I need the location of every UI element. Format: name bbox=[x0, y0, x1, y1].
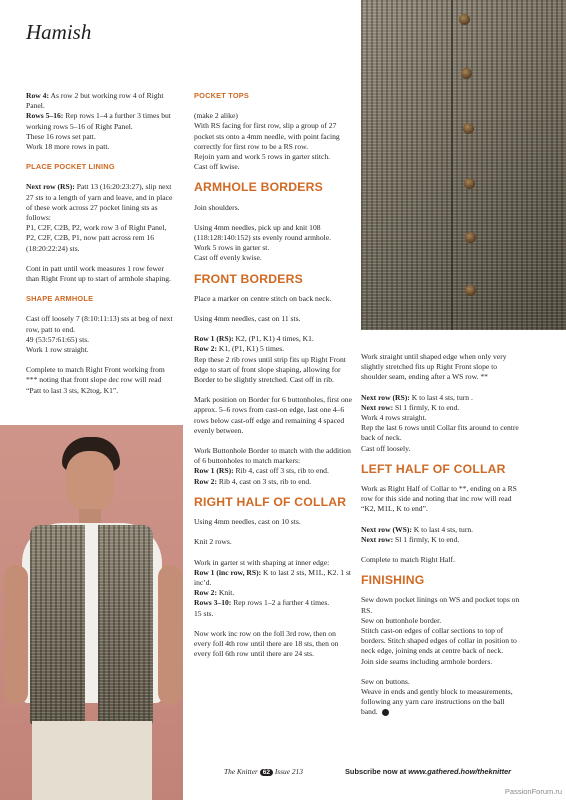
instruction-text: Work straight until shaped edge when only very slightly stretched fits up Right Front slope to shoulder seam, ending after a WS row. ** bbox=[361, 352, 507, 382]
page-number-badge: 62 bbox=[260, 769, 273, 776]
row-label: Row 1 (RS): bbox=[194, 334, 234, 344]
instruction-text: Work 18 more rows in patt. bbox=[26, 142, 110, 152]
section-heading: RIGHT HALF OF COLLAR bbox=[194, 494, 347, 509]
instruction-text: Cast off kwise. bbox=[194, 162, 240, 172]
instruction-text: Sl 1 firmly, K to end. bbox=[393, 402, 460, 412]
instruction-text: Rep rows 1–4 a further 3 times but working rows 5–16 of Right Panel. bbox=[26, 111, 171, 131]
row-label: Rows 3–10: bbox=[194, 598, 232, 608]
instruction-text: P1, C2F, C2B, P2, work row 3 of Right Panel, P2, C2F, C2B, P1, now patt across rem 16 (18:20:22:24) sts. bbox=[26, 223, 167, 253]
instruction-text: Rib 4, cast on 3 sts, rib to end. bbox=[217, 476, 312, 486]
row-label: Row 4: bbox=[26, 91, 49, 100]
instruction-text: Cast off loosely 7 (8:10:11:13) sts at beg of next row, patt to end. bbox=[26, 314, 173, 334]
instruction-text: Using 4mm needles, pick up and knit 108 (118:128:140:152) sts evenly round armhole. bbox=[194, 222, 332, 243]
instruction-text: Work Buttonhole Border to match with the addition of 6 buttonholes to match markers: bbox=[194, 446, 351, 466]
row-label: Row 2: bbox=[194, 588, 217, 598]
footer-subscribe bbox=[345, 767, 511, 776]
instruction-text: These 16 rows set patt. bbox=[26, 131, 96, 141]
row-label: Rows 5–16: bbox=[26, 111, 64, 121]
issue-number: Issue 213 bbox=[274, 767, 303, 776]
instruction-text: Rep these 2 rib rows until strip fits up Right Front edge to start of front slope shaping, allowing for Border to be slightly stretched. Cast off in rib. bbox=[194, 354, 346, 385]
waistcoat-closeup-photo bbox=[361, 0, 566, 330]
instruction-text: Sew down pocket linings on WS and pocket tops on RS. bbox=[361, 595, 520, 615]
instruction-text: With RS facing for first row, slip a group of 27 pocket sts onto a 4mm needle, with point facing correctly for first row to be a RS row. bbox=[194, 121, 340, 151]
instruction-text: Complete to match Right Half. bbox=[361, 555, 455, 565]
section-heading: LEFT HALF OF COLLAR bbox=[361, 461, 506, 476]
page-title: Hamish bbox=[26, 20, 92, 44]
row-label: Next row: bbox=[361, 402, 394, 412]
instruction-text: Join side seams including armhole borders. bbox=[361, 656, 493, 666]
instruction-text: Join shoulders. bbox=[194, 202, 240, 212]
instruction-text: Rep rows 1–2 a further 4 times. bbox=[231, 598, 330, 608]
instruction-text: Knit 2 rows. bbox=[194, 537, 232, 547]
instruction-text: Rep the last 6 rows until Collar fits around to centre back of neck. bbox=[361, 423, 519, 443]
instruction-text: Complete to match Right Front working from *** noting that front slope dec row will read “Patt to last 3 sts, K2tog, K1”. bbox=[26, 365, 165, 395]
section-heading: FRONT BORDERS bbox=[194, 271, 303, 286]
instruction-text: Cast off evenly kwise. bbox=[194, 253, 262, 263]
instruction-text: K1, (P1, K1) 5 times. bbox=[217, 344, 285, 354]
section-subheading: PLACE POCKET LINING bbox=[26, 162, 115, 172]
instruction-text: Cont in patt until work measures 1 row fewer than Right Front up to start of armhole shaping. bbox=[26, 263, 171, 284]
instruction-text: Sew on buttons. bbox=[361, 676, 410, 686]
instruction-text: Sew on buttonhole border. bbox=[361, 615, 442, 625]
section-heading: ARMHOLE BORDERS bbox=[194, 180, 323, 195]
row-label: Next row: bbox=[361, 534, 394, 544]
instruction-text: Using 4mm needles, cast on 10 sts. bbox=[194, 517, 301, 527]
row-label: Row 2: bbox=[194, 476, 217, 486]
instruction-text: Rejoin yarn and work 5 rows in garter stitch. bbox=[194, 152, 331, 162]
subscribe-link[interactable]: www.gathered.how/theknitter bbox=[408, 767, 512, 776]
instruction-text: Work 4 rows straight. bbox=[361, 413, 427, 423]
instruction-text: K2, (P1, K1) 4 times, K1. bbox=[233, 334, 314, 344]
instruction-text: Work 1 row straight. bbox=[26, 345, 89, 355]
instruction-text: Rib 4, cast off 3 sts, rib to end. bbox=[233, 466, 329, 476]
instruction-text: 15 sts. bbox=[194, 608, 214, 618]
watermark: PassionForum.ru bbox=[504, 787, 562, 796]
instruction-text: Work as Right Half of Collar to **, ending on a RS row for this side and noting that inc row will read “K2, M1L, K to end”. bbox=[361, 484, 517, 514]
model-photo bbox=[0, 425, 183, 800]
footer-magazine bbox=[224, 767, 303, 776]
instruction-text: Patt 13 (16:20:23:27), slip next 27 sts to a length of yarn and leave, and in place of these work across 27 pocket lining sts as follows: bbox=[26, 182, 173, 223]
instruction-text: Weave in ends and gently block to measurements, following any yarn care instructions on the ball band. bbox=[361, 687, 513, 717]
section-heading: FINISHING bbox=[361, 573, 425, 588]
instruction-text: As row 2 but working row 4 of Right Panel. bbox=[26, 91, 164, 111]
instruction-text: (make 2 alike) bbox=[194, 111, 238, 121]
end-mark-icon bbox=[382, 709, 389, 716]
instruction-text: K to last 4 sts, turn . bbox=[409, 392, 473, 402]
instruction-text: Cast off loosely. bbox=[361, 443, 411, 453]
text-column-3 bbox=[361, 352, 521, 728]
instruction-text: K to last 4 sts, turn. bbox=[411, 524, 474, 534]
instruction-text: Sl 1 firmly, K to end. bbox=[393, 534, 460, 544]
instruction-text: Place a marker on centre stitch on back neck. bbox=[194, 293, 332, 303]
text-column-2 bbox=[194, 91, 352, 669]
text-column-1 bbox=[26, 91, 177, 406]
magazine-name: The Knitter bbox=[224, 767, 258, 776]
instruction-text: Using 4mm needles, cast on 11 sts. bbox=[194, 314, 301, 324]
instruction-text: K to last 2 sts, M1L, K2. 1 st inc’d. bbox=[194, 567, 352, 587]
instruction-text: Work 5 rows in garter st. bbox=[194, 243, 270, 253]
instruction-text: Mark position on Border for 6 buttonholes, first one approx. 5–6 rows from cast-on edge, last one 4–6 rows below cast-off edge and remaining 4 spaced evenly between. bbox=[194, 395, 352, 435]
instruction-text: Knit. bbox=[217, 588, 235, 598]
row-label: Row 2: bbox=[194, 344, 217, 354]
row-label: Row 1 (RS): bbox=[194, 466, 234, 476]
row-label: Row 1 (inc row, RS): bbox=[194, 567, 262, 577]
section-subheading: POCKET TOPS bbox=[194, 91, 250, 100]
section-subheading: SHAPE ARMHOLE bbox=[26, 294, 94, 304]
row-label: Next row (WS): bbox=[361, 524, 412, 534]
row-label: Next row (RS): bbox=[26, 182, 75, 192]
instruction-text: 49 (53:57:61:65) sts. bbox=[26, 334, 90, 344]
instruction-text: Work in garter st with shaping at inner edge: bbox=[194, 557, 330, 567]
subscribe-label: Subscribe now at bbox=[345, 767, 407, 776]
instruction-text: Now work inc row on the foll 3rd row, then on every foll 4th row until there are 18 sts, then on every foll 6th row until there are 24 sts. bbox=[194, 628, 339, 659]
instruction-text: Stitch cast-on edges of collar sections to top of borders. Stitch shaped edges of collar in position to neck edge, joining ends at centre back of neck. bbox=[361, 626, 517, 656]
row-label: Next row (RS): bbox=[361, 392, 410, 402]
